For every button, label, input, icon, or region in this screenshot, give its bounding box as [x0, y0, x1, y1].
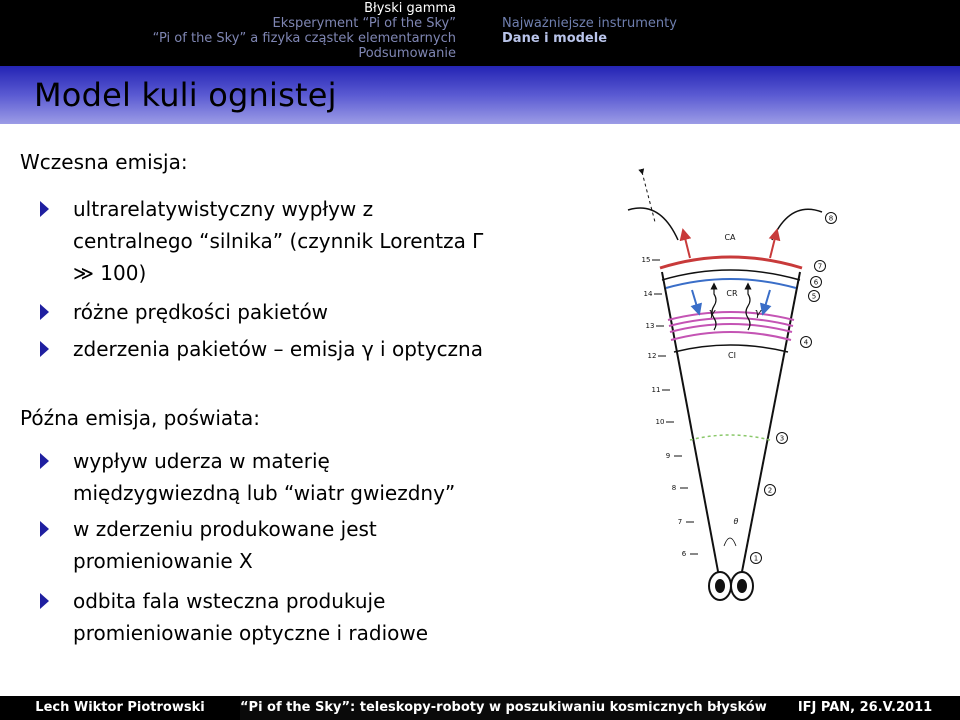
diagram-number-label: 6	[681, 550, 687, 558]
list-item	[40, 296, 480, 328]
diagram-number-label: 12	[647, 352, 657, 360]
circled-number-label: 2	[767, 486, 773, 495]
theta-label: θ	[733, 517, 739, 526]
list-item-text: ultrarelatywistyczny wypływ z centralnego “silnika” (czynnik Lorentza Γ ≫ 100)	[73, 197, 484, 285]
top-navigation-bar	[0, 0, 960, 66]
list-item	[40, 445, 480, 509]
internal-shell	[671, 332, 791, 340]
nav-section-experiment[interactable]: Eksperyment “Pi of the Sky”	[272, 16, 456, 31]
external-shock-shell	[660, 257, 802, 268]
internal-shell	[670, 324, 792, 332]
diagram-number-label: 13	[645, 322, 655, 330]
left-number-labels	[642, 256, 698, 558]
nav-section-particle-physics[interactable]: “Pi of the Sky” a fizyka cząstek elementarnych	[152, 31, 456, 46]
list-item-text: zderzenia pakietów – emisja γ i optyczna	[73, 337, 483, 361]
list-item	[40, 193, 484, 289]
bullet-arrow-icon	[40, 341, 49, 357]
diagram-number-label: 10	[655, 418, 665, 426]
bullet-arrow-icon	[40, 521, 49, 537]
bullet-arrow-icon	[40, 453, 49, 469]
diagram-number-label: 11	[651, 386, 661, 394]
nav-subsection-data-models[interactable]: Dane i modele	[502, 31, 608, 46]
diagram-number-label: 7	[677, 518, 683, 526]
list-item-text: wypływ uderza w materię międzygwiezdną lub “wiatr gwiezdny”	[73, 449, 456, 505]
footer-venue-date: IFJ PAN, 26.V.2011	[797, 700, 933, 715]
circled-number-label: 8	[828, 214, 834, 223]
gamma-ray-wiggle	[746, 286, 750, 330]
gamma-label: γ	[708, 306, 716, 319]
circled-number-label: 4	[803, 338, 809, 347]
inward-arrow-icon	[692, 290, 698, 310]
footer-author: Lech Wiktor Piotrowski	[35, 700, 205, 715]
frame-title-bar	[0, 66, 960, 124]
footer-bar	[0, 696, 960, 720]
line-of-sight-dashed	[642, 172, 655, 222]
opening-angle-arc	[724, 538, 736, 546]
subsection-navigation	[480, 0, 960, 66]
footer-talk-title: “Pi of the Sky”: teleskopy-roboty w poszukiwaniu kosmicznych błysków	[240, 696, 760, 720]
fireball-model-diagram	[620, 160, 840, 610]
photosphere-dashed	[690, 435, 770, 440]
list-item-text: odbita fala wsteczna produkuje promieniowanie optyczne i radiowe	[73, 589, 429, 645]
circled-number-label: 1	[753, 554, 759, 563]
central-engine-core	[715, 579, 725, 593]
list-item-text: różne prędkości pakietów	[73, 300, 329, 324]
list-item	[40, 333, 483, 397]
diagram-number-label: 14	[643, 290, 653, 298]
list-item	[40, 513, 480, 577]
region-label-ci: CI	[728, 351, 736, 360]
nav-section-gamma-bursts[interactable]: Błyski gamma	[364, 1, 456, 16]
list-item	[40, 585, 480, 649]
circled-number-label: 5	[811, 292, 817, 301]
reverse-shock-shell	[666, 279, 796, 288]
region-label-ca: CA	[724, 233, 736, 242]
section-navigation	[0, 0, 480, 66]
central-engine-core	[737, 579, 747, 593]
outward-arrow-icon	[684, 234, 690, 258]
circled-number-label: 6	[813, 278, 819, 287]
diagram-number-label: 15	[641, 256, 651, 264]
circled-number-label: 7	[817, 262, 823, 271]
list-item-text: w zderzeniu produkowane jest promieniowanie X	[73, 517, 377, 573]
inward-arrow-icon	[764, 290, 770, 310]
nav-section-summary[interactable]: Podsumowanie	[358, 46, 456, 61]
early-emission-heading: Wczesna emisja:	[20, 150, 188, 174]
bullet-arrow-icon	[40, 304, 49, 320]
late-emission-heading: Późna emisja, poświata:	[20, 406, 261, 430]
bullet-arrow-icon	[40, 201, 49, 217]
nav-subsection-instruments[interactable]: Najważniejsze instrumenty	[502, 16, 677, 31]
wind-boundary-right	[772, 209, 822, 240]
gamma-label: γ	[754, 306, 762, 319]
region-label-cr: CR	[726, 289, 738, 298]
diagram-number-label: 8	[671, 484, 677, 492]
diagram-number-label: 9	[665, 452, 671, 460]
bullet-arrow-icon	[40, 593, 49, 609]
page-title: Model kuli ognistej	[34, 76, 337, 114]
circled-number-label: 3	[779, 434, 785, 443]
